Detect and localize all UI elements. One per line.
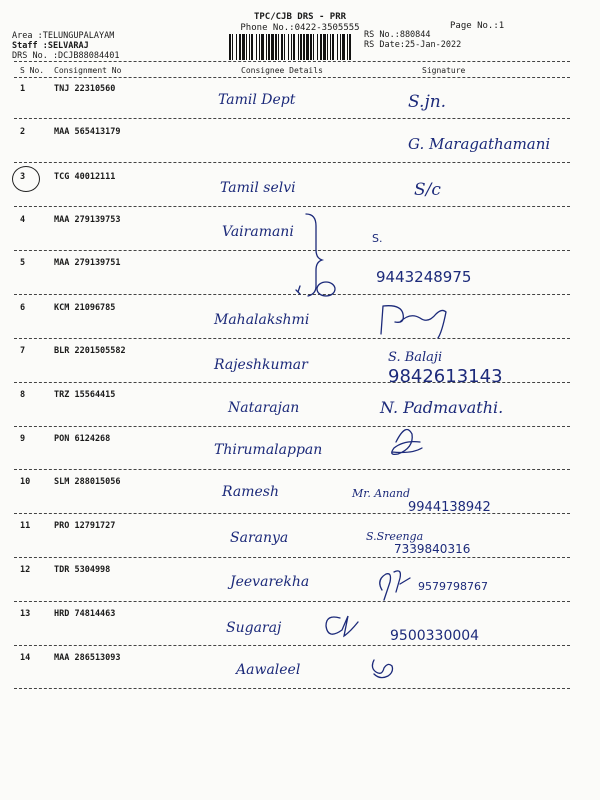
consignment-no: PON 6124268 xyxy=(54,434,111,444)
row-number: 8 xyxy=(20,390,26,400)
consignee-name: Rajeshkumar xyxy=(214,357,308,373)
row-number: 12 xyxy=(20,565,31,575)
consignment-no: TCG 40012111 xyxy=(54,172,116,182)
signature-phone: 9842613143 xyxy=(388,366,503,387)
consignment-no: MAA 565413179 xyxy=(54,127,121,137)
row-number: 9 xyxy=(20,434,26,444)
consignment-no: MAA 286513093 xyxy=(54,653,121,663)
row-number: 7 xyxy=(20,346,26,356)
consignment-no: TDR 5304998 xyxy=(54,565,111,575)
consignment-no: BLR 2201505582 xyxy=(54,346,126,356)
row-number: 10 xyxy=(20,477,31,487)
consignment-no: HRD 74814463 xyxy=(54,609,116,619)
col-sno: S No. xyxy=(20,66,45,75)
consignment-no: MAA 279139751 xyxy=(54,258,121,268)
drs-number: DRS No. :DCJB88084401 xyxy=(12,51,120,61)
page-number: Page No.:1 xyxy=(450,21,505,31)
signature-text: Mr. Anand xyxy=(352,487,411,500)
signature-text: S. Balaji xyxy=(388,350,443,365)
col-signature: Signature xyxy=(422,66,466,75)
signature-text: N. Padmavathi. xyxy=(380,398,504,417)
consignment-no: SLM 288015056 xyxy=(54,477,121,487)
signature-phone: 9500330004 xyxy=(390,628,480,644)
signature-phone: 9944138942 xyxy=(408,500,491,515)
row-number: 6 xyxy=(20,303,26,313)
consignee-name: Thirumalappan xyxy=(214,442,323,458)
row-number: 3 xyxy=(20,172,26,182)
row-number: 14 xyxy=(20,653,31,663)
row-number: 1 xyxy=(20,84,26,94)
rs-number: RS No.:880844 xyxy=(364,30,431,40)
sheet-title: TPC/CJB DRS - PRR xyxy=(253,12,347,22)
consignee-name: Sugaraj xyxy=(226,620,282,636)
consignment-no: MAA 279139753 xyxy=(54,215,121,225)
consignee-name: Vairamani xyxy=(222,224,294,240)
consignment-no: PRO 12791727 xyxy=(54,521,116,531)
consignment-no: TNJ 22310560 xyxy=(54,84,116,94)
consignee-name: Tamil selvi xyxy=(220,180,296,196)
consignment-no: KCM 21096785 xyxy=(54,303,116,313)
signature-text: S.Sreenga xyxy=(366,530,424,543)
row-number: 5 xyxy=(20,258,26,268)
signature-text: S.jn. xyxy=(408,92,447,112)
signature-prefix: S. xyxy=(372,232,383,245)
rs-date: RS Date:25-Jan-2022 xyxy=(364,40,462,50)
phone-number: Phone No.:0422-3505555 xyxy=(240,23,360,33)
staff-label: Staff :SELVARAJ xyxy=(12,41,89,51)
col-consignee: Consignee Details xyxy=(241,66,323,75)
consignee-name: Jeevarekha xyxy=(230,574,310,590)
signature-phone: 9443248975 xyxy=(376,268,472,286)
row-number: 13 xyxy=(20,609,31,619)
signature-text: G. Maragathamani xyxy=(408,135,551,153)
row-number: 2 xyxy=(20,127,26,137)
row-number: 11 xyxy=(20,521,31,531)
consignee-name: Ramesh xyxy=(222,484,279,500)
consignee-name: Aawaleel xyxy=(236,662,301,678)
area-label: Area :TELUNGUPALAYAM xyxy=(12,31,115,41)
col-consignment: Consignment No xyxy=(54,66,122,75)
signature-phone: 9579798767 xyxy=(418,580,488,593)
consignment-no: TRZ 15564415 xyxy=(54,390,116,400)
row-number: 4 xyxy=(20,215,26,225)
consignee-name: Natarajan xyxy=(228,400,300,416)
signature-text: S/c xyxy=(414,180,441,200)
consignee-name: Saranya xyxy=(230,530,289,546)
consignee-name: Tamil Dept xyxy=(218,92,296,108)
consignee-name: Mahalakshmi xyxy=(214,312,310,328)
signature-phone: 7339840316 xyxy=(394,542,471,556)
